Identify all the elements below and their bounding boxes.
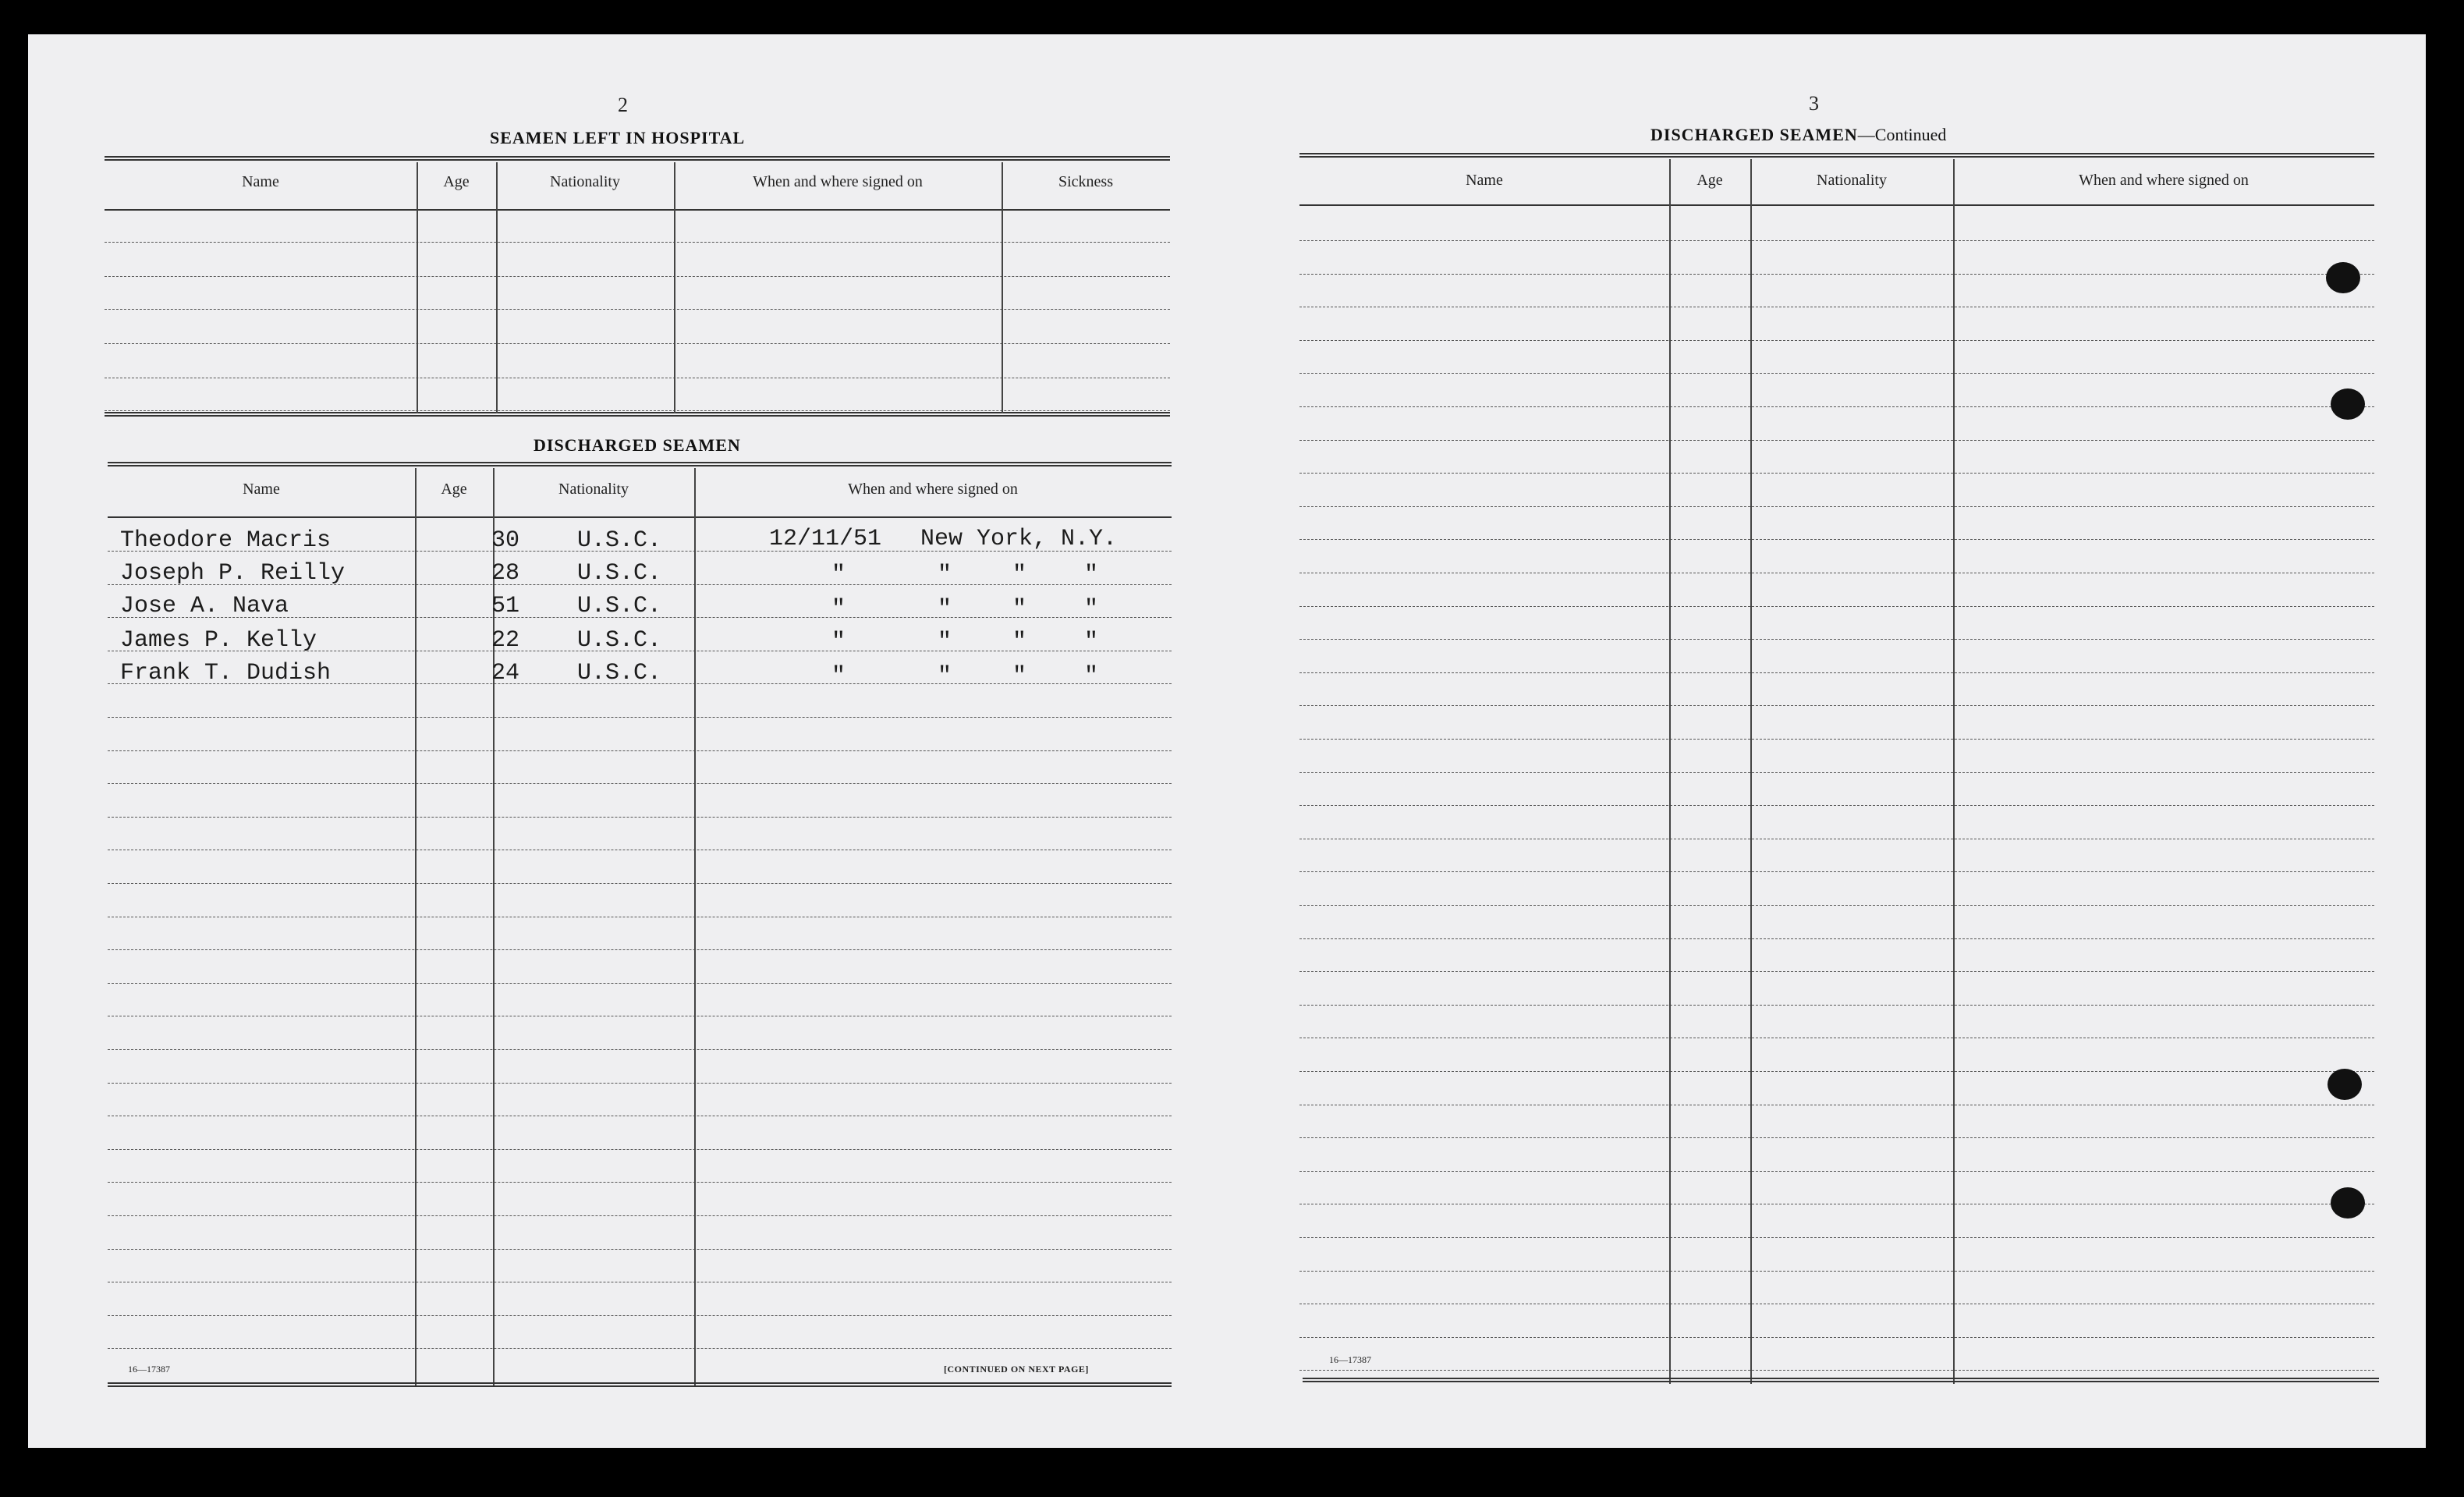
ditto-mark: " bbox=[1084, 663, 1099, 690]
right-col-divider bbox=[1953, 159, 1955, 1384]
discharged-col-name: Name bbox=[243, 481, 280, 498]
punch-hole bbox=[2328, 1069, 2362, 1100]
ruled-line bbox=[108, 1348, 1172, 1349]
ditto-mark: " bbox=[831, 596, 846, 623]
ruled-line bbox=[1299, 905, 2374, 906]
ditto-mark: " bbox=[1084, 629, 1099, 655]
ruled-line bbox=[1299, 805, 2374, 806]
ditto-mark: " bbox=[1084, 562, 1099, 588]
ruled-line bbox=[1299, 739, 2374, 740]
entry-date: 12/11/51 bbox=[769, 526, 882, 552]
ditto-mark: " bbox=[938, 562, 952, 588]
hospital-row-line bbox=[105, 309, 1170, 310]
ruled-line bbox=[108, 1049, 1172, 1050]
hospital-col-nationality: Nationality bbox=[550, 173, 620, 190]
ditto-mark: " bbox=[1012, 596, 1027, 623]
hospital-col-sickness: Sickness bbox=[1058, 173, 1113, 190]
entry-nationality: U.S.C. bbox=[577, 593, 662, 619]
ruled-line bbox=[108, 883, 1172, 884]
hospital-row-line bbox=[105, 276, 1170, 277]
hospital-col-divider bbox=[496, 162, 498, 413]
right-col-divider bbox=[1750, 159, 1752, 1384]
entry-name: Jose A. Nava bbox=[120, 593, 289, 619]
ruled-line bbox=[1299, 672, 2374, 673]
ditto-mark: " bbox=[938, 596, 952, 623]
hospital-bottom-rule bbox=[105, 412, 1170, 417]
document-sheet bbox=[28, 34, 2426, 1448]
continued-title-suffix: —Continued bbox=[1857, 125, 1947, 144]
entry-age: 30 bbox=[491, 527, 520, 554]
entry-name: James P. Kelly bbox=[120, 627, 317, 654]
ditto-mark: " bbox=[1084, 596, 1099, 623]
ruled-line bbox=[1299, 938, 2374, 939]
hospital-col-divider bbox=[674, 162, 675, 413]
ruled-line bbox=[1299, 1171, 2374, 1172]
hospital-row-line bbox=[105, 410, 1170, 411]
discharged-col-when-where: When and where signed on bbox=[848, 481, 1018, 498]
entry-name: Frank T. Dudish bbox=[120, 660, 331, 686]
discharged-col-nationality: Nationality bbox=[558, 481, 629, 498]
ruled-line bbox=[1299, 1071, 2374, 1072]
ruled-line bbox=[108, 949, 1172, 950]
ruled-line bbox=[1299, 1271, 2374, 1272]
ditto-mark: " bbox=[1012, 629, 1027, 655]
right-col-name: Name bbox=[1466, 172, 1503, 189]
ruled-line bbox=[108, 1249, 1172, 1250]
right-col-age: Age bbox=[1696, 172, 1723, 189]
ruled-line bbox=[108, 717, 1172, 718]
ruled-line bbox=[108, 1315, 1172, 1316]
ruled-line bbox=[1299, 1337, 2374, 1338]
entry-age: 22 bbox=[491, 627, 520, 654]
ruled-line bbox=[1299, 1005, 2374, 1006]
ruled-line bbox=[108, 750, 1172, 751]
continued-title-main: DISCHARGED SEAMEN bbox=[1650, 125, 1858, 144]
ruled-line bbox=[1299, 705, 2374, 706]
discharged-col-divider bbox=[694, 468, 696, 1387]
ruled-line bbox=[108, 983, 1172, 984]
ruled-line bbox=[1299, 1137, 2374, 1138]
ruled-line bbox=[1299, 539, 2374, 540]
ruled-line bbox=[108, 1182, 1172, 1183]
punch-hole bbox=[2331, 388, 2365, 420]
ruled-line bbox=[108, 1149, 1172, 1150]
ruled-line bbox=[1299, 639, 2374, 640]
left-page-number: 2 bbox=[618, 94, 628, 116]
ditto-mark: " bbox=[938, 629, 952, 655]
ruled-line bbox=[1299, 473, 2374, 474]
hospital-col-name: Name bbox=[242, 173, 279, 190]
discharged-top-rule bbox=[108, 462, 1172, 466]
hospital-section-title: SEAMEN LEFT IN HOSPITAL bbox=[490, 128, 746, 147]
right-top-rule bbox=[1299, 153, 2374, 158]
discharged-col-divider bbox=[415, 468, 417, 1387]
punch-hole bbox=[2326, 262, 2360, 293]
entry-nationality: U.S.C. bbox=[577, 527, 662, 554]
right-form-number: 16—17387 bbox=[1329, 1354, 1371, 1365]
hospital-col-age: Age bbox=[443, 173, 470, 190]
right-header-rule bbox=[1299, 204, 2374, 206]
right-page-number: 3 bbox=[1809, 92, 1819, 115]
ruled-line bbox=[1299, 440, 2374, 441]
right-col-nationality: Nationality bbox=[1817, 172, 1887, 189]
hospital-top-rule bbox=[105, 156, 1170, 161]
ruled-line bbox=[1299, 1370, 2374, 1371]
right-col-when-where: When and where signed on bbox=[2079, 172, 2249, 189]
punch-hole bbox=[2331, 1187, 2365, 1219]
continued-section-title bbox=[1650, 125, 1946, 145]
hospital-col-divider bbox=[417, 162, 418, 413]
discharged-section-title: DISCHARGED SEAMEN bbox=[534, 435, 741, 455]
entry-age: 24 bbox=[491, 660, 520, 686]
ruled-line bbox=[1299, 274, 2374, 275]
ruled-line bbox=[1299, 340, 2374, 341]
ruled-line bbox=[1299, 1237, 2374, 1238]
ruled-line bbox=[1299, 506, 2374, 507]
entry-nationality: U.S.C. bbox=[577, 560, 662, 587]
entry-nationality: U.S.C. bbox=[577, 660, 662, 686]
ditto-mark: " bbox=[831, 663, 846, 690]
hospital-row-line bbox=[105, 343, 1170, 344]
discharged-header-rule bbox=[108, 516, 1172, 518]
ruled-line bbox=[108, 1083, 1172, 1084]
ruled-line bbox=[108, 1215, 1172, 1216]
entry-age: 28 bbox=[491, 560, 520, 587]
ditto-mark: " bbox=[831, 562, 846, 588]
left-form-number: 16—17387 bbox=[128, 1364, 170, 1375]
ruled-line bbox=[1299, 772, 2374, 773]
hospital-col-divider bbox=[1002, 162, 1003, 413]
entry-place: New York, N.Y. bbox=[920, 526, 1118, 552]
entry-name: Joseph P. Reilly bbox=[120, 560, 346, 587]
hospital-row-line bbox=[105, 242, 1170, 243]
discharged-col-age: Age bbox=[441, 481, 467, 498]
ditto-mark: " bbox=[1012, 562, 1027, 588]
entry-name: Theodore Macris bbox=[120, 527, 331, 554]
ditto-mark: " bbox=[938, 663, 952, 690]
hospital-col-when-where: When and where signed on bbox=[753, 173, 923, 190]
hospital-header-rule bbox=[105, 209, 1170, 211]
ruled-line bbox=[1299, 971, 2374, 972]
right-bottom-rule bbox=[1303, 1378, 2379, 1382]
ruled-line bbox=[1299, 406, 2374, 407]
ruled-line bbox=[1299, 373, 2374, 374]
entry-age: 51 bbox=[491, 593, 520, 619]
ruled-line bbox=[1299, 240, 2374, 241]
ruled-line bbox=[108, 783, 1172, 784]
discharged-bottom-rule bbox=[108, 1382, 1172, 1387]
entry-nationality: U.S.C. bbox=[577, 627, 662, 654]
ditto-mark: " bbox=[1012, 663, 1027, 690]
ditto-mark: " bbox=[831, 629, 846, 655]
right-col-divider bbox=[1669, 159, 1671, 1384]
continued-note: [CONTINUED ON NEXT PAGE] bbox=[944, 1364, 1089, 1375]
ruled-line bbox=[1299, 606, 2374, 607]
ruled-line bbox=[1299, 871, 2374, 872]
ruled-line bbox=[108, 817, 1172, 818]
